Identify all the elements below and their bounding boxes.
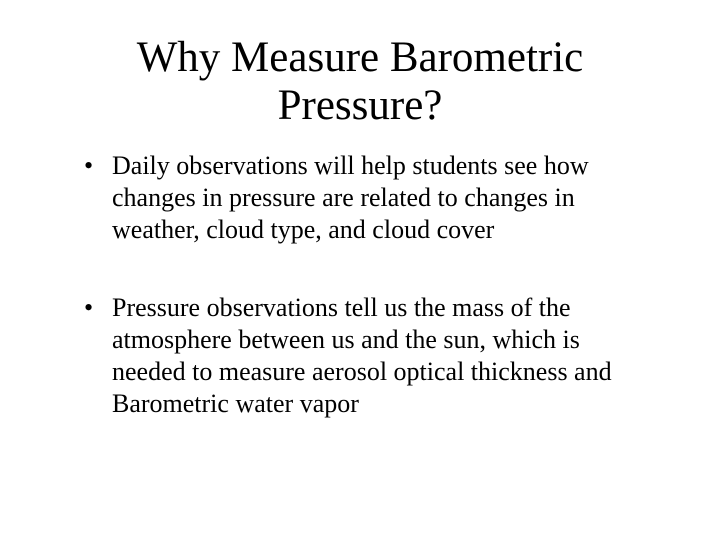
bullet-point-icon: •: [84, 293, 94, 322]
bullet-item: [84, 150, 684, 246]
slide-title: [0, 34, 720, 130]
title-line-1: Why Measure Barometric: [136, 34, 584, 81]
bullet-text: Daily observations will help students see how changes in pressure are related to changes in weather, cloud type, and cloud cover: [112, 151, 589, 244]
bullet-point-icon: •: [84, 151, 94, 180]
bullet-text: Pressure observations tell us the mass of the atmosphere between us and the sun, which is needed to measure aerosol optical thickness and Barometric water vapor: [112, 293, 612, 418]
bullet-item: [84, 292, 684, 420]
bullet-list: [84, 150, 684, 420]
title-line-2: Pressure?: [277, 82, 443, 129]
